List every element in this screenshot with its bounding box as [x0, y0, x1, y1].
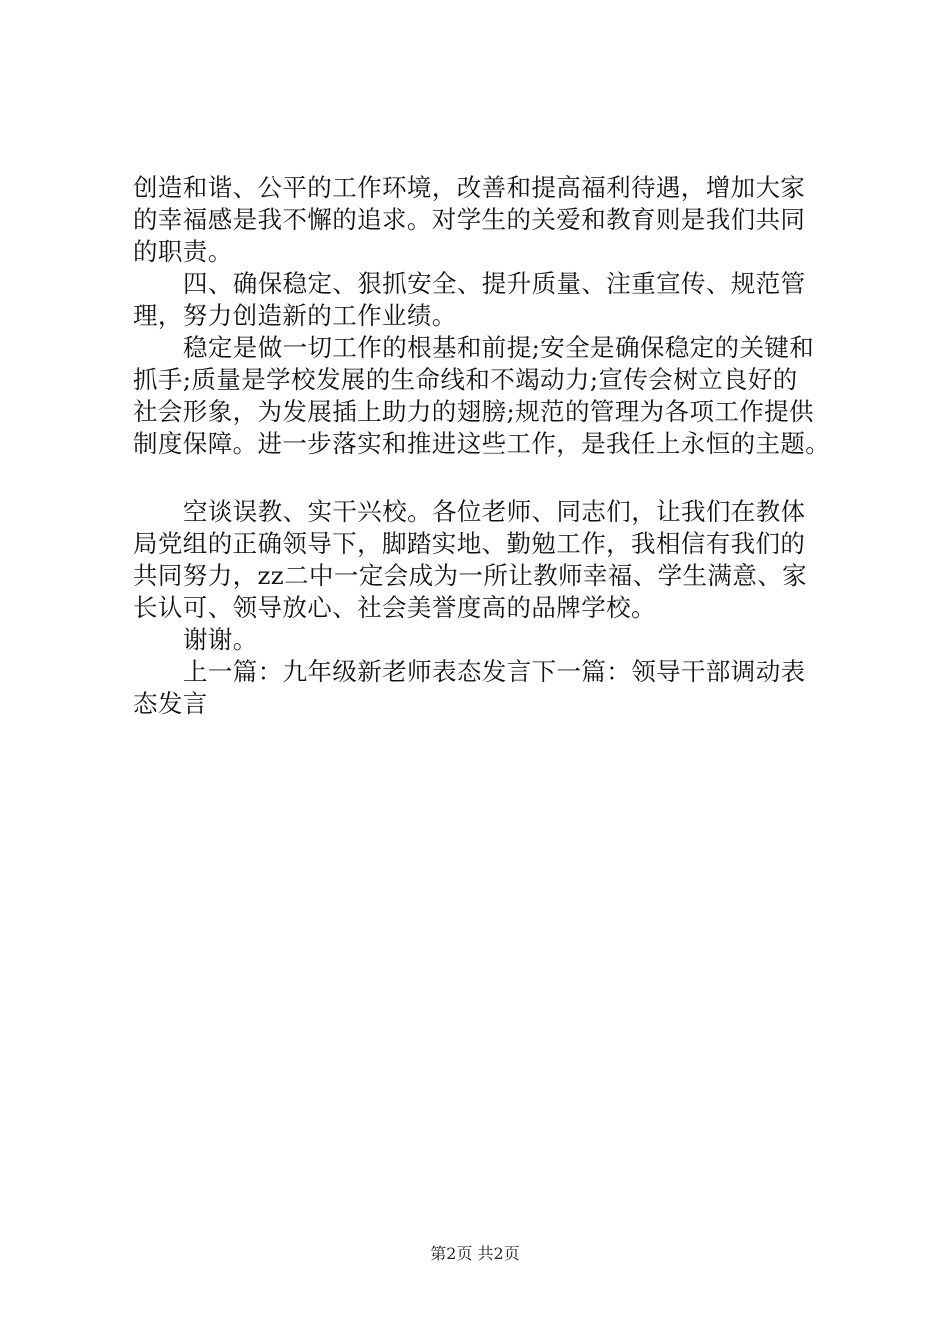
section-heading-line: 四、确保稳定、狠抓安全、提升质量、注重宣传、规范管: [183, 269, 806, 298]
paragraph-line: 局党组的正确领导下，脚踏实地、勤勉工作，我相信有我们的: [133, 529, 806, 558]
page-number-footer: 第2页 共2页: [430, 1244, 520, 1263]
paragraph-line: 制度保障。进一步落实和推进这些工作，是我任上永恒的主题。: [133, 429, 831, 458]
closing-line: 谢谢。: [183, 625, 258, 654]
prev-next-links: 态发言: [133, 689, 208, 718]
paragraph-line: 的职责。: [133, 237, 233, 266]
paragraph-line: 创造和谐、公平的工作环境，改善和提高福利待遇，增加大家: [133, 173, 806, 202]
paragraph-spacer: [133, 460, 833, 496]
paragraph-line: 稳定是做一切工作的根基和前提;安全是确保稳定的关键和: [183, 333, 815, 362]
paragraph-line: 长认可、领导放心、社会美誉度高的品牌学校。: [133, 593, 656, 622]
prev-next-links: 上一篇：九年级新老师表态发言下一篇：领导干部调动表: [183, 657, 806, 686]
paragraph-line: 抓手;质量是学校发展的生命线和不竭动力;宣传会树立良好的: [133, 365, 798, 394]
section-heading-line: 理，努力创造新的工作业绩。: [133, 301, 457, 330]
paragraph-line: 的幸福感是我不懈的追求。对学生的关爱和教育则是我们共同: [133, 205, 806, 234]
paragraph-line: 社会形象，为发展插上助力的翅膀;规范的管理为各项工作提供: [133, 397, 814, 426]
document-body: [133, 172, 833, 720]
paragraph-line: 共同努力，zz二中一定会成为一所让教师幸福、学生满意、家: [133, 561, 808, 590]
paragraph-line: 空谈误教、实干兴校。各位老师、同志们，让我们在教体: [183, 497, 806, 526]
